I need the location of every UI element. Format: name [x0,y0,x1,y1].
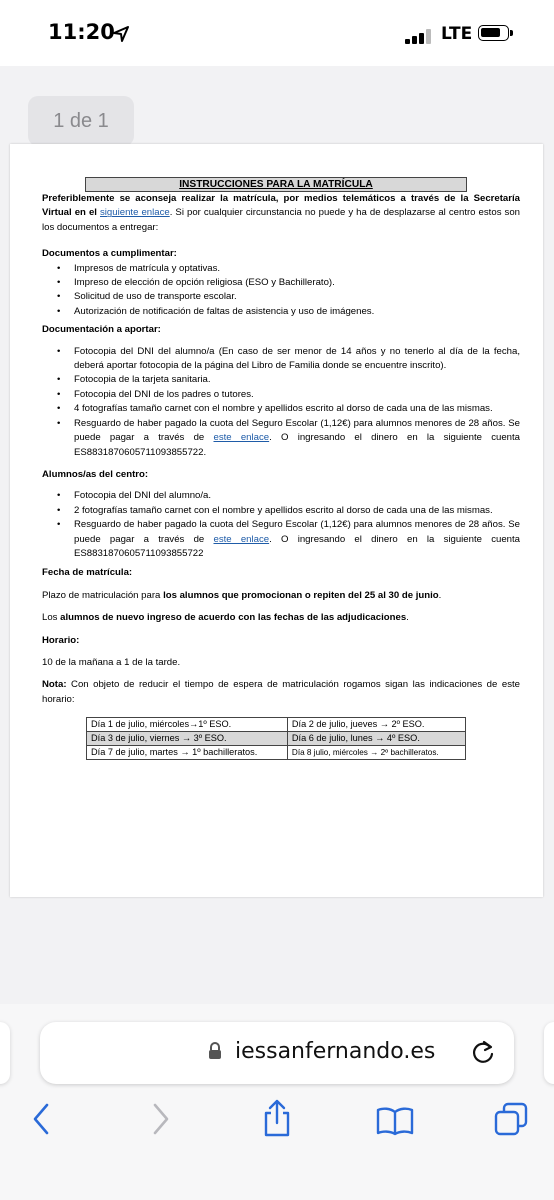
fee-account: . O ingresando el dinero en la siguiente cuenta ES8831870605711093855722. [74,432,521,458]
fee-payment-link[interactable]: este enlace [213,533,270,545]
text-bold: los alumnos que promocionan o repiten del 25 al 30 de junio [163,589,439,601]
new-students [42,611,520,625]
bookmarks-icon[interactable] [376,1106,414,1136]
list-item: • 2 fotografías tamaño carnet con el nombre y apellidos escrito al dorso de cada una de las mismas. [42,504,520,518]
url-text: iessanfernando.es [235,1039,436,1064]
schedule-table [86,717,466,760]
note-paragraph [42,678,520,707]
table-row [87,746,466,760]
lock-icon [208,1042,222,1060]
clock: 11:20 [48,20,115,44]
documentation-list [42,345,520,460]
back-icon[interactable] [30,1102,52,1136]
list-item [42,518,520,561]
list-item: • 4 fotografías tamaño carnet con el nombre y apellidos escrito al dorso de cada una de las mismas. [42,402,520,416]
page-indicator: 1 de 1 [28,96,134,146]
next-tab-peek[interactable] [544,1022,554,1084]
list-item: • Autorización de notificación de faltas de asistencia y uso de imágenes. [42,305,520,319]
text: . [438,589,442,601]
table-cell: Día 6 de julio, lunes → 4º ESO. [287,732,465,746]
note-label: Nota: [42,679,67,691]
list-item [42,417,520,460]
list-item: • Impreso de elección de opción religiosa (ESO y Bachillerato). [42,276,520,290]
location-arrow-icon [113,26,129,42]
share-icon[interactable] [262,1098,292,1138]
table-cell: Día 2 de julio, jueves → 2º ESO. [287,718,465,732]
forward-icon[interactable] [150,1102,172,1136]
list-item: • Fotocopia del DNI del alumno/a. [42,489,520,503]
fee-text: Resguardo de haber pagado la cuota del Seguro Escolar (1,12€) para alumnos menores de 28 años. Se puede pagar a través de [74,417,520,444]
enrollment-period [42,589,520,603]
pdf-page [10,144,543,897]
section-heading: Alumnos/as del centro: [42,468,149,480]
text: . [406,612,409,624]
address-bar[interactable] [40,1022,514,1084]
reload-icon[interactable] [470,1038,496,1066]
list-item: • Fotocopia de la tarjeta sanitaria. [42,373,520,387]
intro-rest: . Si por cualquier circunstancia no puede y ha de desplazarse al centro estos son los documentos a entregar: [42,207,520,233]
table-row [87,718,466,732]
hours-text: 10 de la mañana a 1 de la tarde. [42,656,181,668]
table-cell: Día 7 de julio, martes → 1º bachilleratos. [87,746,288,760]
table-cell: Día 3 de julio, viernes → 3º ESO. [87,732,288,746]
section-heading: Horario: [42,634,80,646]
documents-list [42,262,520,320]
table-cell: Día 1 de julio, miércoles→1º ESO. [87,718,288,732]
text-bold: alumnos de nuevo ingreso de acuerdo con las fechas de las adjudicaciones [60,612,407,624]
students-list [42,489,520,561]
note-text: Con objeto de reducir el tiempo de espera de matriculación rogamos sigan las indicaciones de este horario: [42,679,520,705]
fee-text: Resguardo de haber pagado la cuota del Seguro Escolar (1,12€) para alumnos menores de 28 años. Se puede pagar a través de [74,519,520,545]
battery-icon [478,25,509,41]
document-body [42,177,520,707]
secretaria-virtual-link[interactable]: siguiente enlace [100,207,170,219]
list-item: • Impresos de matrícula y optativas. [42,262,520,276]
list-item: • Solicitud de uso de transporte escolar. [42,290,520,304]
section-heading: Documentos a cumplimentar: [42,248,177,260]
table-row [87,732,466,746]
tabs-icon[interactable] [494,1102,528,1136]
list-item: • Fotocopia del DNI de los padres o tutores. [42,388,520,402]
status-bar [0,0,554,66]
list-item: • Fotocopia del DNI del alumno/a (En caso de ser menor de 14 años y no tenerlo al día de la fecha, deberá aportar fotocopia de la página del Libro de Familia donde se encuentre inscrito). [42,345,520,374]
text: Plazo de matriculación para [42,589,164,601]
section-heading: Fecha de matrícula: [42,567,133,579]
network-type: LTE [441,24,473,44]
section-heading: Documentación a aportar: [42,324,161,336]
text: Los [42,612,61,624]
table-cell: Día 8 julio, miércoles → 2º bachilleratos. [287,746,465,760]
document-title: INSTRUCCIONES PARA LA MATRÍCULA [85,177,467,192]
previous-tab-peek[interactable] [0,1022,10,1084]
intro-bold: Preferiblemente se aconseja realizar la matrícula, por medios telemáticos a través de la Secretaría Virtual en el [42,193,520,219]
fee-account: . O ingresando el dinero en la siguiente cuenta ES8831870605711093855722 [74,533,521,559]
signal-icon [405,28,433,44]
intro-paragraph [42,192,520,235]
fee-payment-link[interactable]: este enlace [213,432,270,444]
